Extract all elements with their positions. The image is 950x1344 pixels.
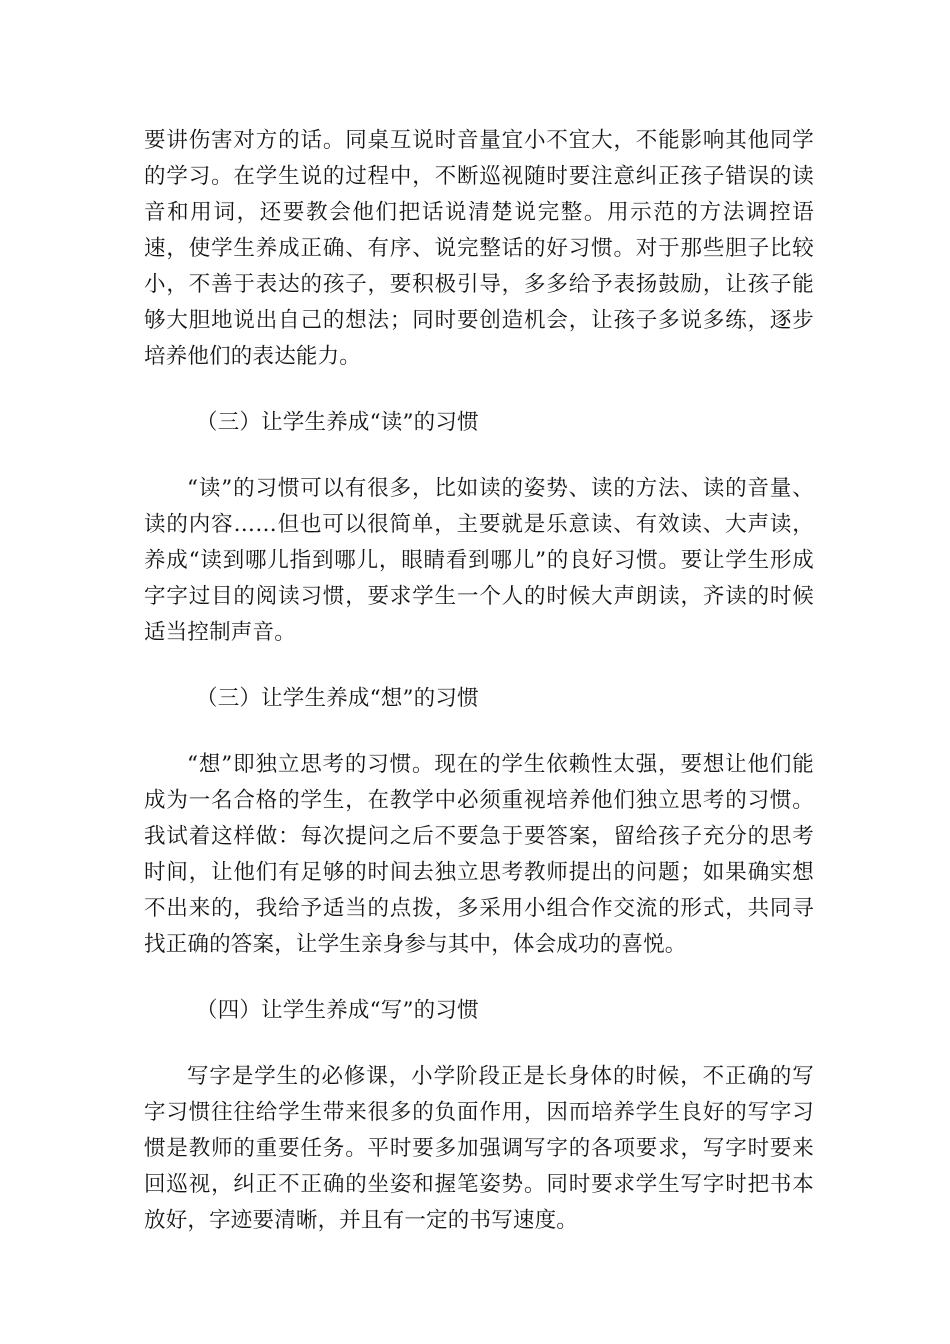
paragraph-thinking-habit: “想”即独立思考的习惯。现在的学生依赖性太强，要想让他们能成为一名合格的学生，在教学中必须重视培养他们独立思考的习惯。我试着这样做：每次提问之后不要急于要答案，留给孩子充分的思考时间，让他们有足够的时间去独立思考教师提出的问题；如果确实想不出来的，我给予适当的点拨，多采用小组合作交流的形式，共同寻找正确的答案，让学生亲身参与其中，体会成功的喜悦。 bbox=[144, 752, 814, 957]
document-body bbox=[144, 123, 814, 1239]
paragraph-writing-habit: 写字是学生的必修课，小学阶段正是长身体的时候，不正确的写字习惯往往给学生带来很多的负面作用，因而培养学生良好的写字习惯是教师的重要任务。平时要多加强调写字的各项要求，写字时要来回巡视，纠正不正确的坐姿和握笔姿势。同时要求学生写字时把书本放好，字迹要清晰，并且有一定的书写速度。 bbox=[144, 1064, 814, 1233]
paragraph-speaking-habit-continued: 要讲伤害对方的话。同桌互说时音量宜小不宜大，不能影响其他同学的学习。在学生说的过程中，不断巡视随时要注意纠正孩子错误的读音和用词，还要教会他们把话说清楚说完整。用示范的方法调控语速，使学生养成正确、有序、说完整话的好习惯。对于那些胆子比较小，不善于表达的孩子，要积极引导，多多给予表扬鼓励，让孩子能够大胆地说出自己的想法；同时要创造机会，让孩子多说多练，逐步培养他们的表达能力。 bbox=[144, 128, 814, 369]
paragraph-reading-habit: “读”的习惯可以有很多，比如读的姿势、读的方法、读的音量、读的内容……但也可以很简单，主要就是乐意读、有效读、大声读，养成“读到哪儿指到哪儿，眼睛看到哪儿”的良好习惯。要让学生形成字字过目的阅读习惯，要求学生一个人的时候大声朗读，齐读的时候适当控制声音。 bbox=[144, 476, 814, 645]
heading-writing-habit: （四）让学生养成“写”的习惯 bbox=[196, 998, 479, 1023]
heading-reading-habit: （三）让学生养成“读”的习惯 bbox=[196, 410, 479, 435]
heading-thinking-habit: （三）让学生养成“想”的习惯 bbox=[196, 686, 479, 711]
